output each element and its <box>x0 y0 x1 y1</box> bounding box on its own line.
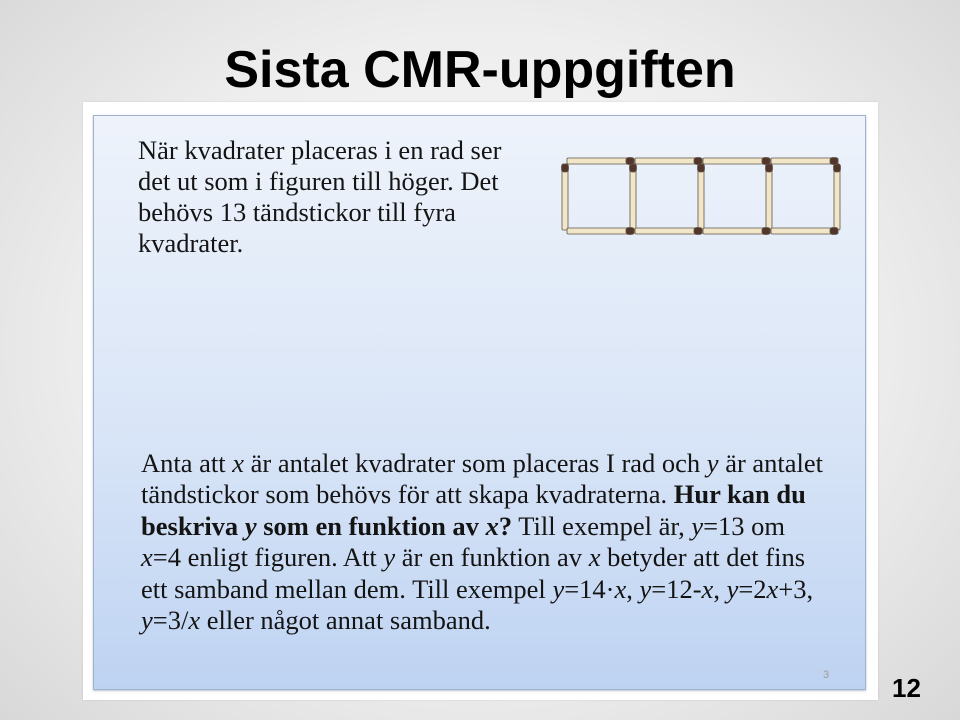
question-text: =4 enligt figuren. Att <box>152 542 384 573</box>
question-line <box>141 542 823 573</box>
question-line <box>141 511 823 542</box>
question-line <box>141 574 823 605</box>
question-text: tändstickor som behövs för att skapa kvadraterna. <box>141 479 674 510</box>
matchstick-head <box>698 164 705 172</box>
question-text: är antalet kvadrater som placeras I rad och <box>244 448 707 478</box>
matchstick-body <box>703 228 770 234</box>
question-bold-text: beskriva <box>141 510 245 541</box>
matchstick-head <box>626 228 634 235</box>
matchstick-head <box>562 164 569 172</box>
matchstick <box>698 164 705 230</box>
math-variable: x <box>766 573 779 604</box>
matchstick <box>834 164 841 230</box>
question-line <box>141 605 823 636</box>
matchstick-head <box>694 228 702 235</box>
intro-line: behövs 13 tändstickor till fyra <box>138 196 456 227</box>
matchstick-body <box>703 158 770 164</box>
question-text: betyder att det fins <box>600 542 806 573</box>
matchstick-head <box>630 164 637 172</box>
math-variable: x <box>588 542 601 573</box>
question-text: är antalet <box>718 448 824 478</box>
matchstick-head <box>762 158 770 165</box>
question-text: är en funktion av <box>395 542 589 573</box>
matchstick-body <box>698 164 704 230</box>
math-variable: y <box>726 573 739 604</box>
math-variable: x <box>232 448 245 478</box>
matchstick-head <box>694 158 702 165</box>
math-variable: y <box>141 605 153 636</box>
intro-line: När kvadrater placeras i en rad ser <box>138 134 502 165</box>
question-text: ett samband mellan dem. Till exempel <box>141 573 553 604</box>
matchstick-body <box>834 164 840 230</box>
math-variable: x <box>141 542 153 573</box>
matchstick <box>567 158 634 165</box>
question-bold-text: som en funktion av <box>256 510 486 541</box>
matchstick-head <box>830 158 838 165</box>
matchstick <box>771 228 838 235</box>
math-variable: y <box>383 542 396 573</box>
matchstick-body <box>567 228 634 234</box>
matchstick-body <box>635 228 702 234</box>
math-variable: x <box>485 510 499 541</box>
question-line <box>141 448 823 479</box>
matchstick-head <box>762 228 770 235</box>
matchstick-body <box>771 158 838 164</box>
question-text: Anta att <box>141 448 233 478</box>
question-text: , <box>626 573 640 604</box>
question-text: Till exempel är, <box>512 510 692 541</box>
question-text: =12- <box>651 573 702 604</box>
intro-text <box>138 135 501 259</box>
math-variable: x <box>614 573 627 604</box>
question-text: =2 <box>738 573 767 604</box>
question-line <box>141 479 823 510</box>
slide-number: 12 <box>892 673 921 703</box>
matchstick <box>567 228 634 235</box>
question-text: +3, <box>778 573 814 604</box>
matchstick-head <box>834 164 841 172</box>
question-bold-text: ? <box>498 510 513 541</box>
matchstick-body <box>766 164 772 230</box>
matchstick <box>703 158 770 165</box>
matchstick-head <box>626 158 634 165</box>
matchstick-head <box>830 228 838 235</box>
matchstick <box>562 164 569 230</box>
math-variable: y <box>244 510 257 541</box>
question-text: =3/ <box>152 605 189 636</box>
question-bold-text: Hur kan du <box>673 479 806 510</box>
matchstick-body <box>630 164 636 230</box>
math-variable: y <box>639 573 652 604</box>
matchstick <box>635 158 702 165</box>
question-text: , <box>713 573 727 604</box>
math-variable: y <box>691 510 704 541</box>
matchstick <box>771 158 838 165</box>
document-page <box>93 115 866 690</box>
intro-line: kvadrater. <box>138 227 244 258</box>
matchstick-figure <box>560 155 842 237</box>
question-paragraph <box>141 448 823 636</box>
math-variable: y <box>552 573 565 604</box>
math-variable: x <box>701 573 714 604</box>
slide-title: Sista CMR-uppgiften <box>224 41 736 99</box>
matchstick-body <box>635 158 702 164</box>
math-variable: x <box>188 605 201 636</box>
question-text: eller något annat samband. <box>200 605 491 636</box>
matchstick <box>630 164 637 230</box>
question-text: =13 om <box>703 510 786 541</box>
matchstick-head <box>766 164 773 172</box>
math-variable: y <box>706 448 719 478</box>
matchstick-body <box>771 228 838 234</box>
matchstick-body <box>562 164 568 230</box>
matchstick <box>703 228 770 235</box>
matchstick-body <box>567 158 634 164</box>
matchstick <box>766 164 773 230</box>
matchstick <box>635 228 702 235</box>
question-text: =14· <box>564 573 615 604</box>
page-number: 3 <box>823 669 830 681</box>
intro-line: det ut som i figuren till höger. Det <box>138 165 499 196</box>
